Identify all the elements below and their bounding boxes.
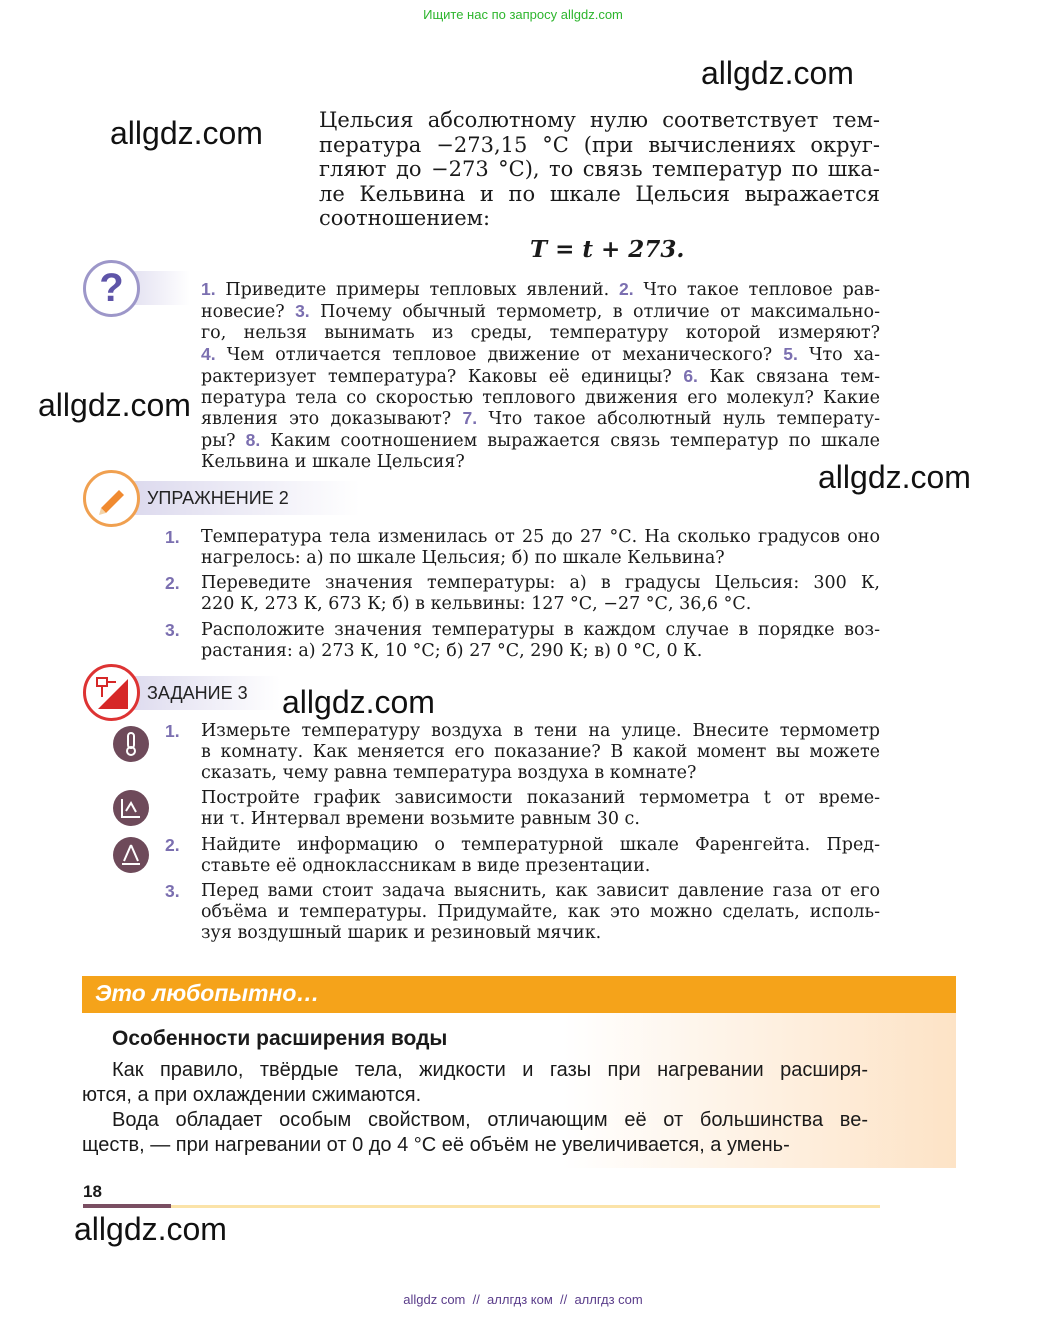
footer[interactable]: allgdz com // аллгдз ком // аллгдз com bbox=[403, 1292, 643, 1307]
text-line: 220 К, 273 К, 673 К; б) в кельвины: 127 °С, −27 °С, 36,6 °С. bbox=[201, 593, 752, 614]
question-icon: ? bbox=[83, 260, 140, 317]
item-number: 1. bbox=[165, 527, 180, 547]
text-line: Температура тела изменилась от 25 до 27 °С. На сколько градусов оно bbox=[201, 527, 880, 547]
text-line: ле Кельвина и по шкале Цельсия выражается bbox=[319, 181, 880, 206]
text-line: пература −273,15 °С (при вычислениях округ- bbox=[319, 132, 880, 157]
list-item bbox=[165, 527, 880, 569]
question-number: 3. bbox=[295, 300, 310, 321]
text-line: соотношением: bbox=[319, 206, 491, 230]
intro-paragraph bbox=[319, 108, 880, 231]
text-line: Переведите значения температуры: а) в градусы Цельсия: 300 К, bbox=[201, 573, 880, 593]
text-line: ставьте её одноклассникам в виде презентации. bbox=[201, 855, 651, 876]
list-item bbox=[165, 788, 880, 830]
compass-icon bbox=[113, 837, 149, 873]
text-line: Цельсия абсолютному нулю соответствует тем- bbox=[319, 108, 880, 132]
watermark: allgdz.com bbox=[110, 115, 263, 151]
text-line: Найдите информацию о температурной шкале Фаренгейта. Пред- bbox=[201, 835, 880, 855]
graph-icon bbox=[113, 790, 149, 826]
curious-header bbox=[82, 976, 956, 1013]
text-line: явления это доказывают? 7. Что такое абсолютный нуль температу- bbox=[201, 408, 880, 430]
list-item bbox=[165, 881, 880, 944]
text-line: нагрелось: а) по шкале Цельсия; б) по шкале Кельвина? bbox=[201, 547, 725, 568]
item-number: 3. bbox=[165, 620, 180, 640]
question-number: 8. bbox=[245, 430, 261, 451]
item-text bbox=[201, 881, 880, 944]
curious-paragraph bbox=[82, 1058, 868, 1158]
item-number: 3. bbox=[165, 881, 180, 901]
text-line: зуя воздушный шарик и резиновый мячик. bbox=[201, 922, 602, 943]
text-line: Постройте график зависимости показаний термометра t от време- bbox=[201, 788, 880, 808]
watermark: allgdz.com bbox=[282, 684, 435, 720]
question-number: 2. bbox=[618, 279, 634, 299]
text-line: объёма и температуры. Придумайте, как это можно сделать, исполь- bbox=[201, 901, 880, 922]
item-text bbox=[201, 788, 880, 830]
top-banner[interactable]: Ищите нас по запросу allgdz.com bbox=[423, 7, 623, 22]
item-text bbox=[201, 527, 880, 569]
item-text bbox=[201, 721, 880, 784]
item-text bbox=[201, 620, 880, 662]
diagram-triangle-icon bbox=[83, 664, 140, 721]
curious-header-text: Это любопытно… bbox=[95, 980, 320, 1006]
thermometer-icon bbox=[113, 726, 149, 762]
page-line-light bbox=[171, 1205, 880, 1208]
question-number: 5. bbox=[783, 343, 798, 364]
text-line: Расположите значения температуры в каждом случае в порядке воз- bbox=[201, 620, 880, 640]
curious-title: Особенности расширения воды bbox=[112, 1027, 448, 1050]
pencil-icon bbox=[83, 470, 140, 527]
watermark: allgdz.com bbox=[818, 459, 971, 495]
list-item bbox=[165, 620, 880, 662]
text-line: ются, а при охлаждении сжимаются. bbox=[82, 1084, 422, 1106]
text-line: в комнату. Как меняется его показание? В какой момент вы можете bbox=[201, 741, 880, 762]
text-line: гляют до −273 °С), то связь температур по шка- bbox=[319, 157, 880, 181]
question-number: 7. bbox=[462, 408, 478, 429]
text-line: новесие? 3. Почему обычный термометр, в отличие от максимально- bbox=[201, 300, 880, 322]
task-title: ЗАДАНИЕ 3 bbox=[147, 683, 248, 703]
question-number: 6. bbox=[683, 365, 698, 386]
text-line: Вода обладает особым свойством, отличающим её от большинства ве- bbox=[112, 1109, 868, 1131]
text-line: рактеризует температура? Каковы её единицы? 6. Как связана тем- bbox=[201, 365, 881, 387]
text-line: ры? 8. Каким соотношением выражается связь температур по шкале bbox=[201, 430, 880, 452]
item-number: 2. bbox=[165, 835, 180, 855]
text-line: ни τ. Интервал времени возьмите равным 30 с. bbox=[201, 808, 640, 829]
text-line: сказать, чему равна температура воздуха в комнате? bbox=[201, 762, 697, 783]
text-line: 4. Чем отличается тепловое движение от механического? 5. Что ха- bbox=[201, 343, 880, 365]
list-item bbox=[165, 721, 880, 784]
watermark: allgdz.com bbox=[701, 55, 854, 91]
item-text bbox=[201, 835, 880, 877]
text-line: Перед вами стоит задача выяснить, как зависит давление газа от его bbox=[201, 881, 880, 901]
exercise-title: УПРАЖНЕНИЕ 2 bbox=[147, 488, 289, 508]
item-number: 1. bbox=[165, 721, 180, 741]
questions-paragraph bbox=[201, 279, 880, 473]
formula: T = t + 273. bbox=[530, 236, 685, 263]
list-item bbox=[165, 573, 880, 615]
question-number: 1. bbox=[201, 279, 216, 299]
page-line-dark bbox=[83, 1204, 171, 1208]
page-number: 18 bbox=[83, 1182, 102, 1201]
text-line: 1. Приведите примеры тепловых явлений. 2. Что такое тепловое рав- bbox=[201, 279, 880, 300]
text-line: Измерьте температуру воздуха в тени на улице. Внесите термометр bbox=[201, 721, 880, 741]
item-number: 2. bbox=[165, 573, 180, 593]
text-line: растания: а) 273 К, 10 °С; б) 27 °С, 290 К; в) 0 °С, 0 К. bbox=[201, 640, 703, 661]
question-number: 4. bbox=[201, 343, 216, 364]
text-line: пература тела со скоростью теплового движения его молекул? Какие bbox=[201, 387, 880, 408]
curious-box bbox=[82, 976, 956, 1168]
text-line: го, нельзя вынимать из среды, температуру которой измеряют? bbox=[201, 322, 880, 343]
item-text bbox=[201, 573, 880, 615]
watermark: allgdz.com bbox=[74, 1211, 227, 1247]
list-item bbox=[165, 835, 880, 877]
text-line: Как правило, твёрдые тела, жидкости и газы при нагревании расширя- bbox=[112, 1059, 868, 1081]
text-line: ществ, — при нагревании от 0 до 4 °С её объём не увеличивается, а умень- bbox=[82, 1134, 790, 1156]
watermark: allgdz.com bbox=[38, 387, 191, 423]
text-line: Кельвина и шкале Цельсия? bbox=[201, 452, 465, 473]
